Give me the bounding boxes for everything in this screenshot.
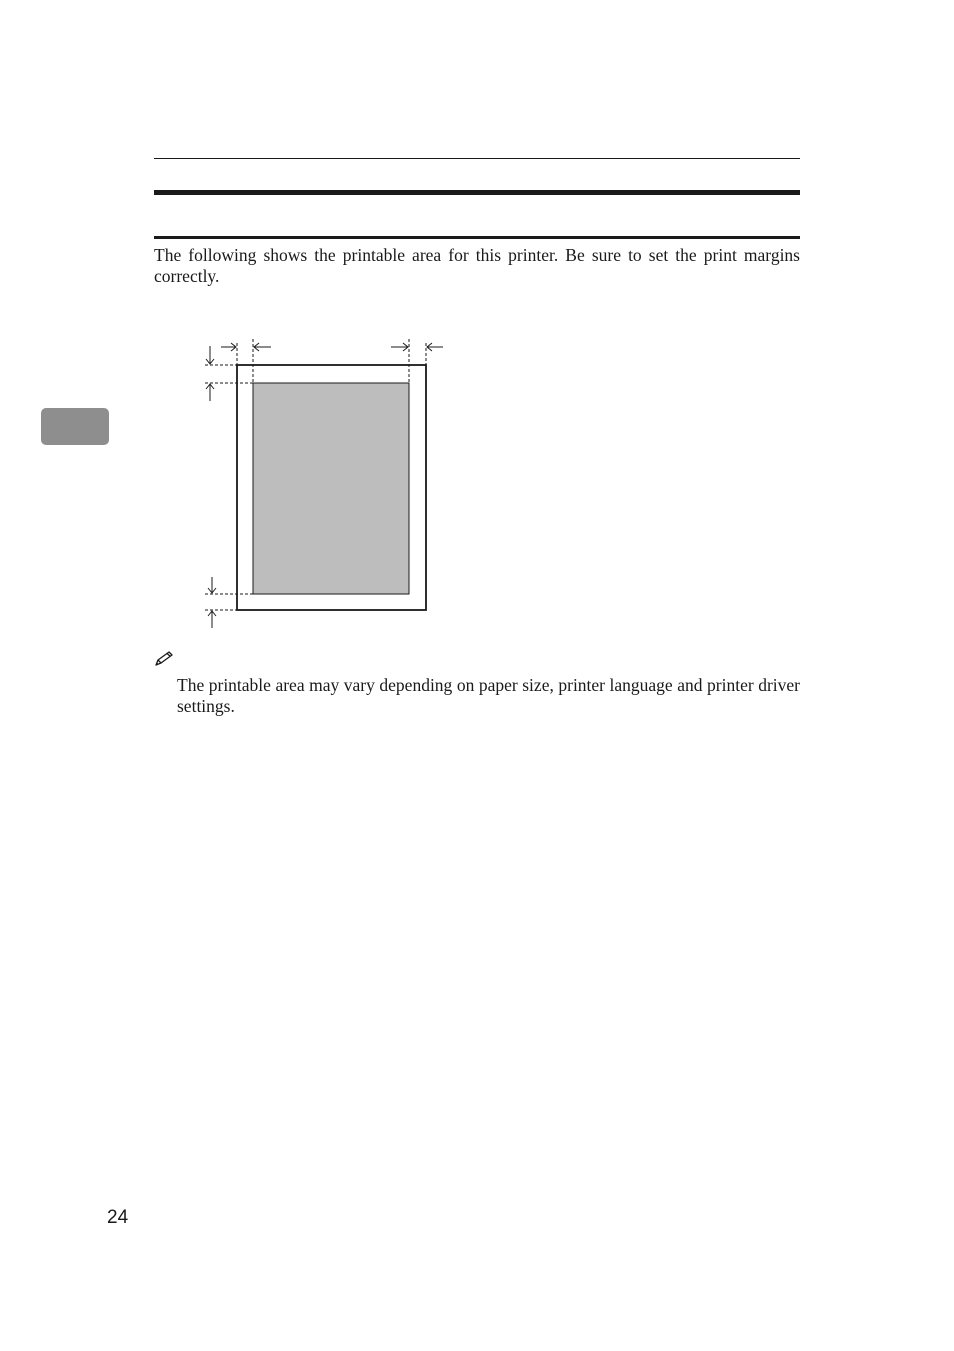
page-number: 24 [107, 1207, 129, 1228]
note-text: The printable area may vary depending on paper size, printer language and printer driver settings. [177, 675, 800, 716]
section-rule [154, 236, 800, 239]
header-rule-thin [154, 158, 800, 159]
header-rule-thick [154, 190, 800, 195]
intro-paragraph: The following shows the printable area for this printer. Be sure to set the print margins correctly. [154, 245, 800, 286]
chapter-tab [41, 408, 109, 445]
printable-area [253, 383, 409, 594]
pencil-note-icon [153, 650, 175, 668]
printable-area-diagram [195, 335, 455, 635]
